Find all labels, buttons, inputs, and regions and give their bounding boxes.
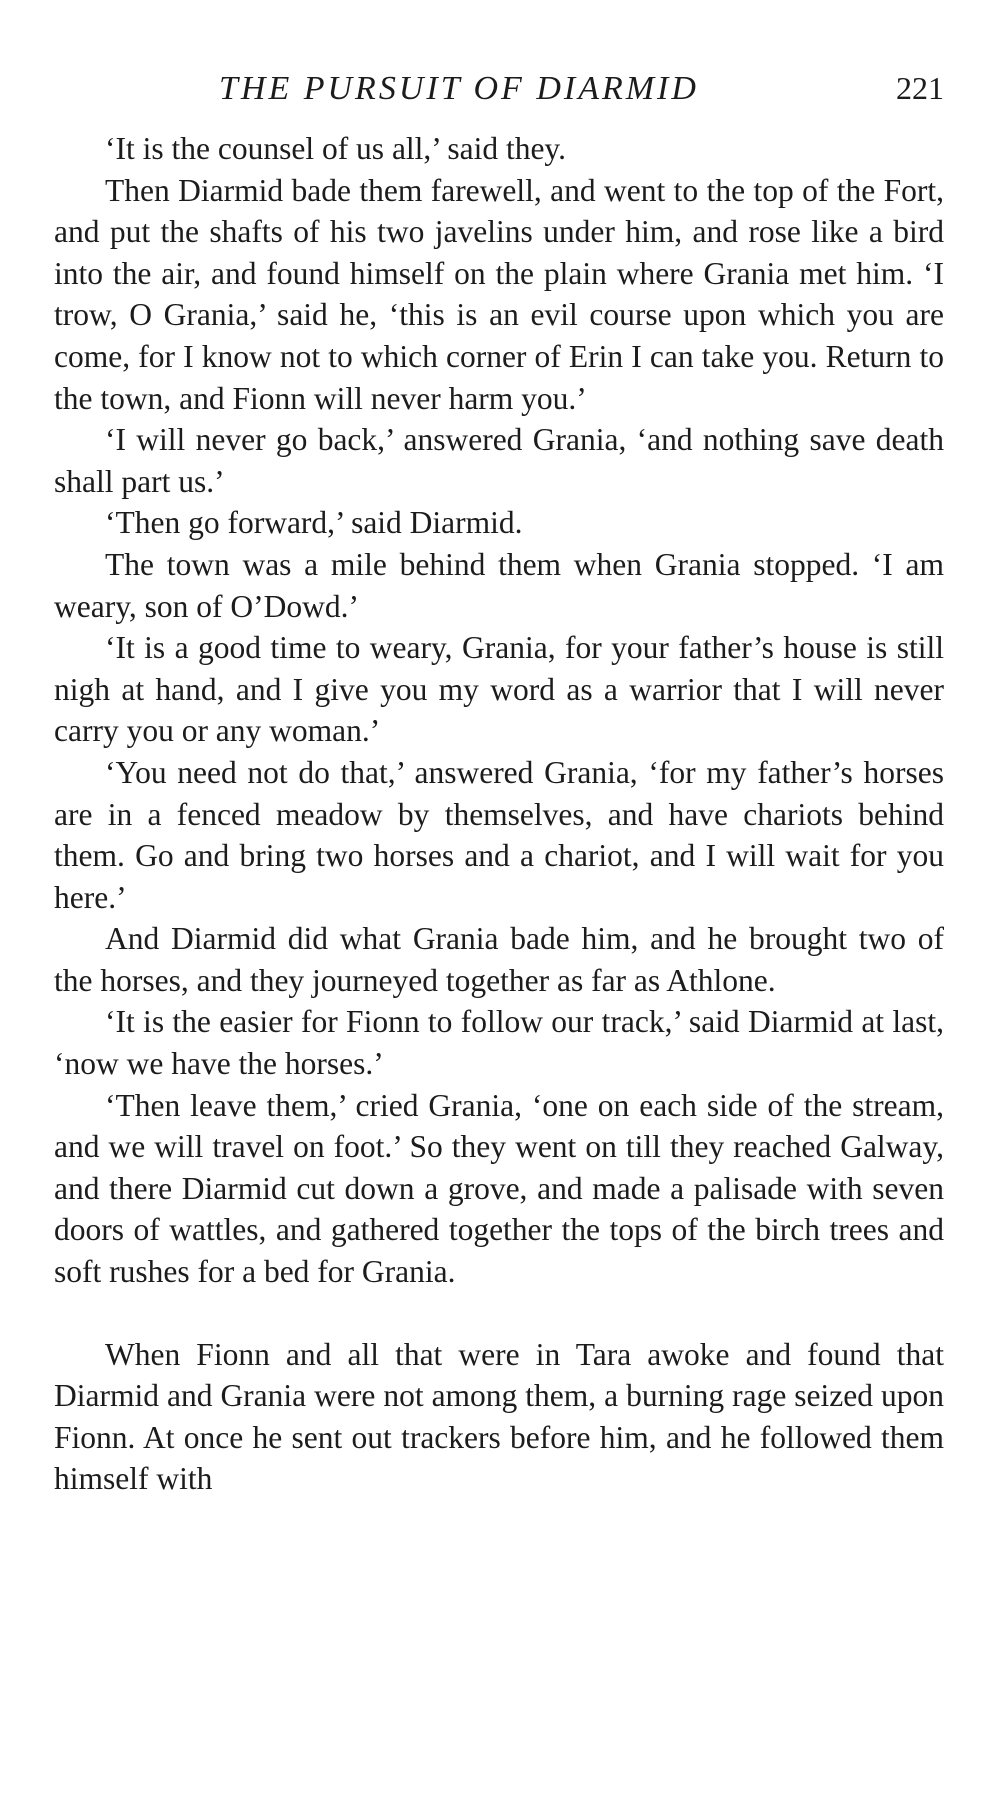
paragraph: Then Diarmid bade them farewell, and went to the top of the Fort, and put the shafts of his two javelins under him, and rose like a bird into the air, and found himself on the plain where Grania met him. ‘I trow, O Grania,’ said he, ‘this is an evil course upon which you are come, for I know not to which corner of Erin I can take you. Return to the town, and Fionn will never harm you.’	[54, 172, 944, 416]
paragraph: And Diarmid did what Grania bade him, and he brought two of the horses, and they journeyed together as far as Athlone.	[54, 921, 944, 998]
paragraph: ‘I will never go back,’ answered Grania, ‘and nothing save death shall part us.’	[54, 422, 944, 499]
paragraph-section-start: When Fionn and all that were in Tara awoke and found that Diarmid and Grania were not among them, a burning rage seized upon Fionn. At once he sent out trackers before him, and he followed them himself with	[54, 1336, 944, 1497]
running-title: THE PURSUIT OF DIARMID	[219, 70, 699, 107]
book-page	[54, 70, 944, 1500]
page-number: 221	[896, 70, 944, 106]
paragraph: ‘It is a good time to weary, Grania, for your father’s house is still nigh at hand, and I give you my word as a warrior that I will never carry you or any woman.’	[54, 630, 944, 749]
running-head	[54, 70, 944, 118]
paragraph: ‘Then go forward,’ said Diarmid.	[105, 505, 523, 541]
body-text	[54, 128, 944, 1500]
paragraph: ‘You need not do that,’ answered Grania, ‘for my father’s horses are in a fenced meadow by themselves, and have chariots behind them. Go and bring two horses and a chariot, and I will wait for you here.’	[54, 754, 944, 915]
paragraph: ‘It is the counsel of us all,’ said they.	[105, 131, 567, 166]
paragraph: ‘Then leave them,’ cried Grania, ‘one on each side of the stream, and we will travel on foot.’ So they went on till they reached Galway, and there Diarmid cut down a grove, and made a palisade with seven doors of wattles, and gathered together the tops of the birch trees and soft rushes for a bed for Grania.	[54, 1087, 944, 1290]
paragraph: ‘It is the easier for Fionn to follow our track,’ said Diarmid at last, ‘now we have the horses.’	[54, 1004, 944, 1082]
paragraph: The town was a mile behind them when Grania stopped. ‘I am weary, son of O’Dowd.’	[54, 546, 944, 624]
